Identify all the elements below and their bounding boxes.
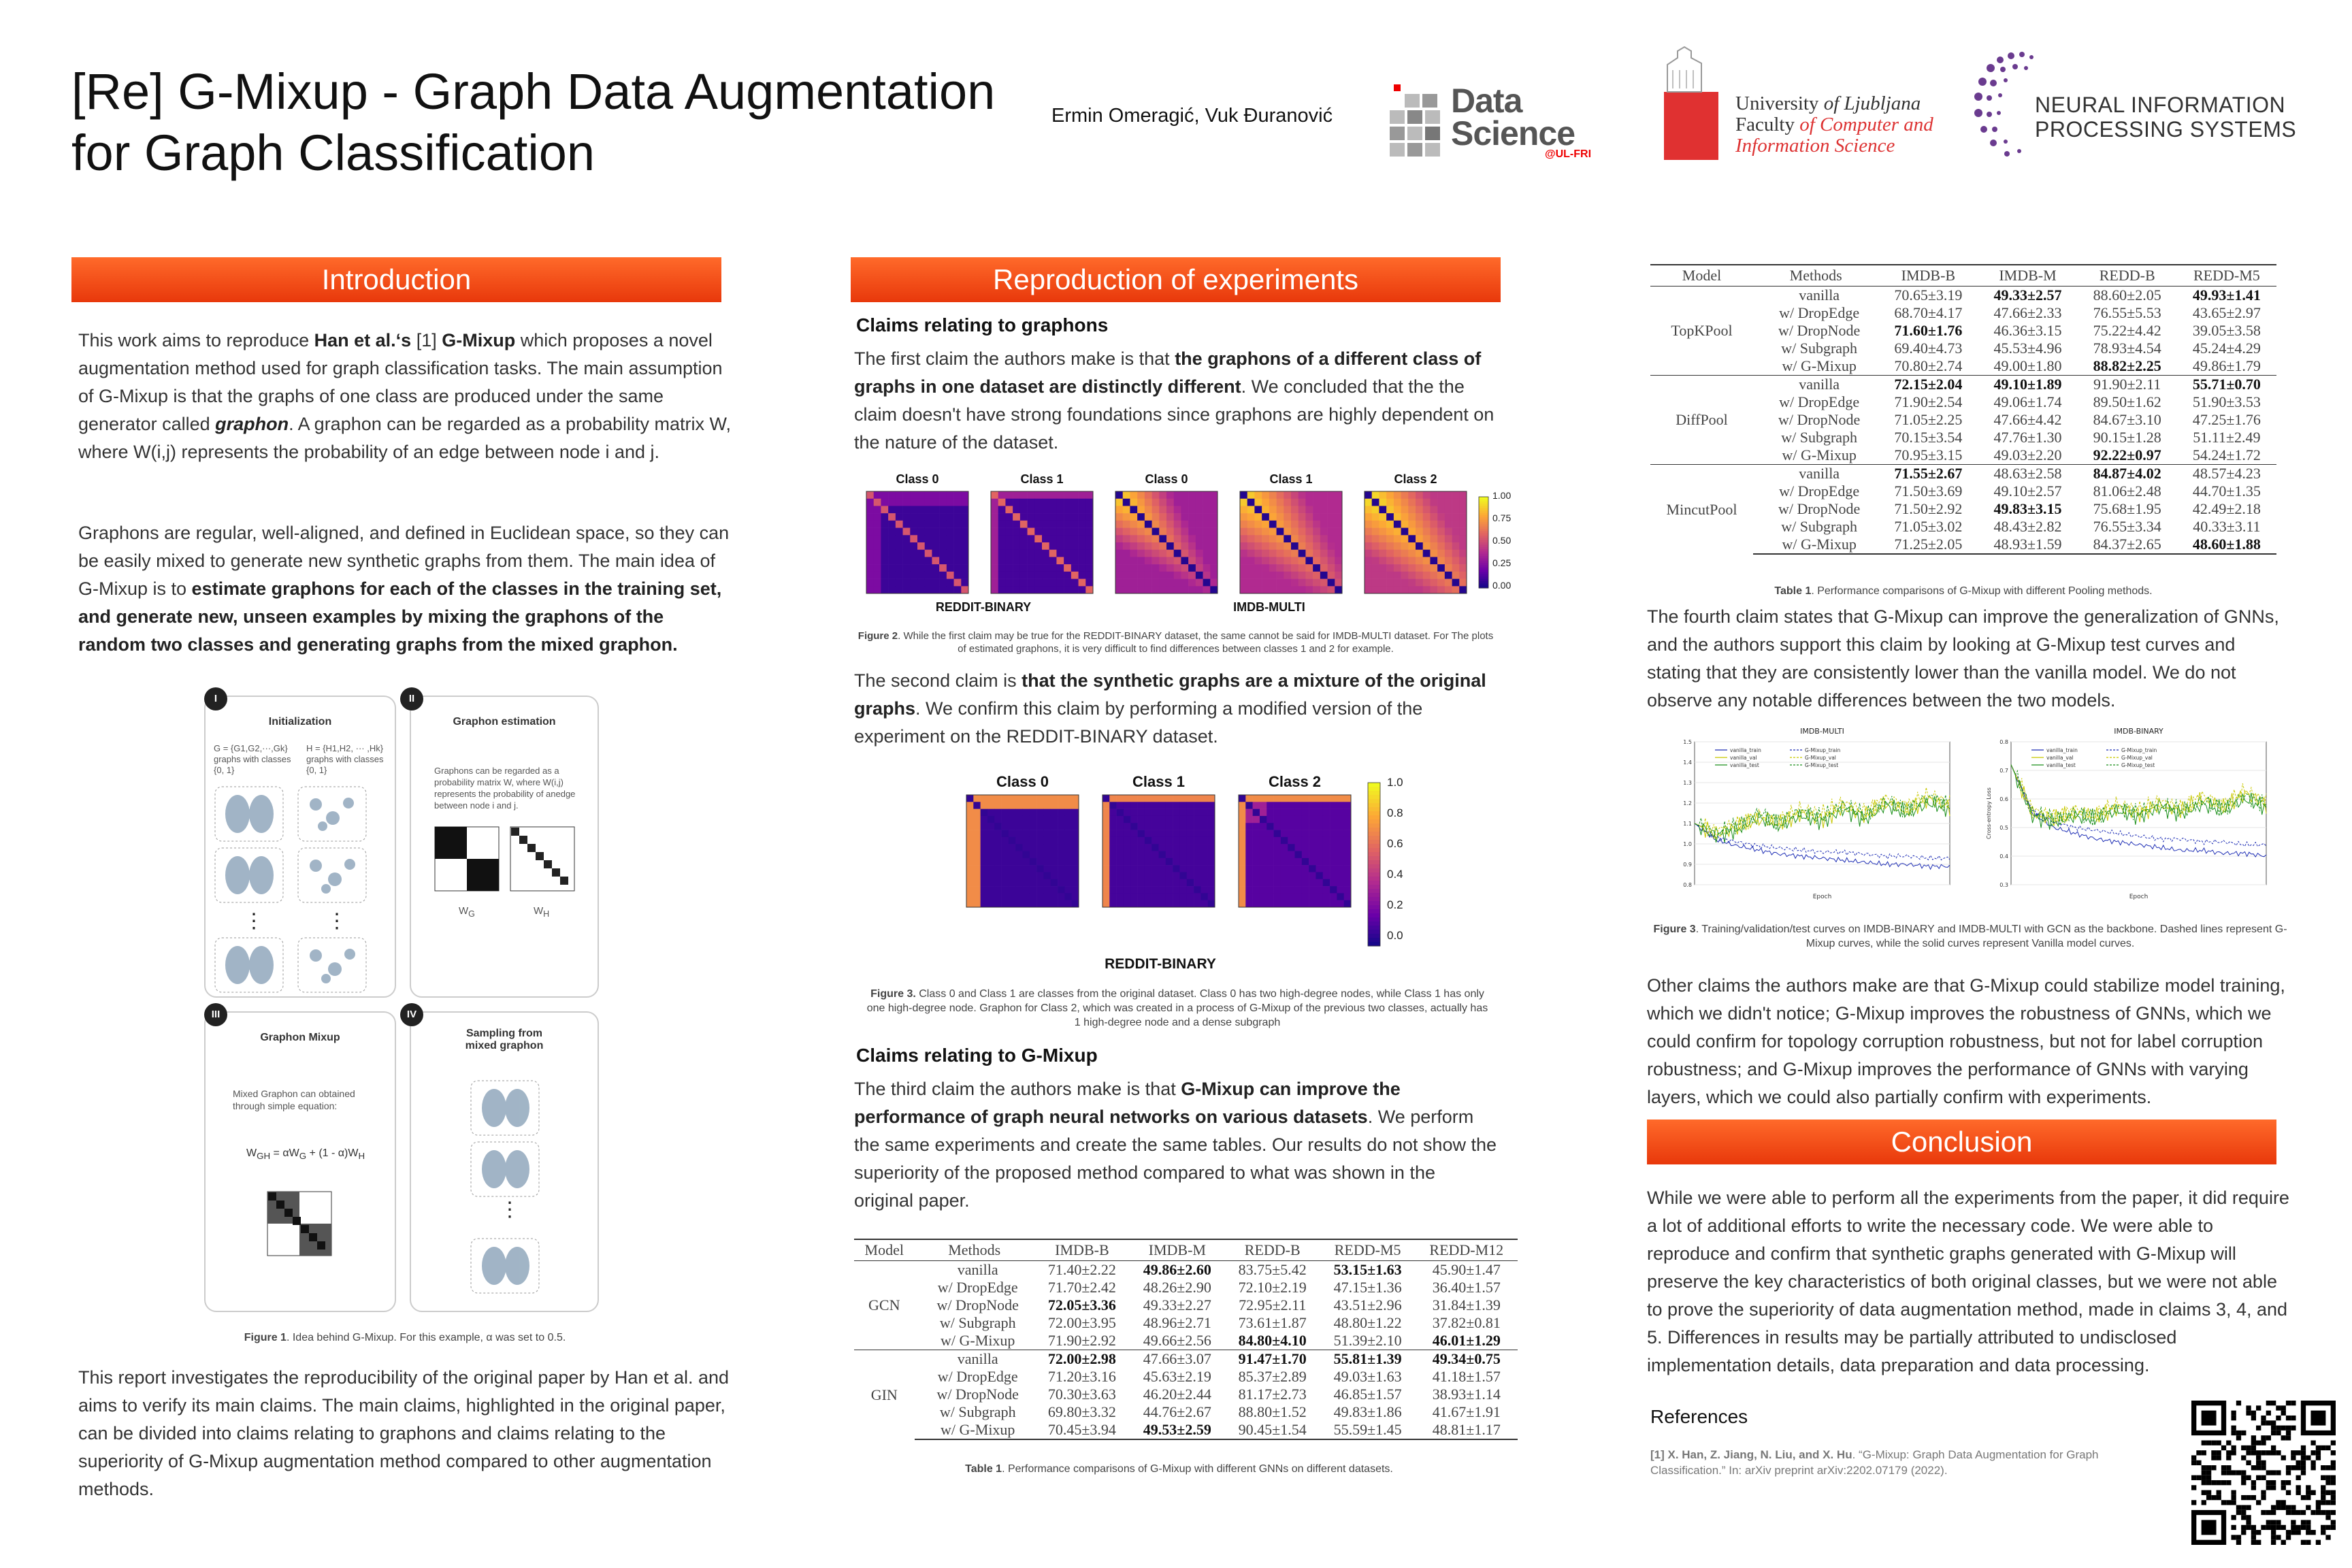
value-cell: 48.43±2.82: [1993, 518, 2062, 535]
neurips-dots-icon: [1970, 48, 2045, 160]
value-cell: 71.50±3.69: [1894, 483, 1963, 500]
fig3-heatmap-1: [966, 795, 1079, 907]
method-cell: vanilla: [1753, 376, 1878, 394]
value-cell: 70.80±2.74: [1894, 357, 1963, 374]
value-cell: 72.15±2.04: [1878, 376, 1978, 394]
value-cell: 49.53±2.59: [1130, 1421, 1225, 1439]
y-tick-label: 0.8: [1683, 882, 1692, 888]
table-row: [854, 1332, 1518, 1350]
model-cell: DiffPool: [1650, 376, 1753, 465]
value-cell: 48.57±4.23: [2177, 465, 2276, 483]
figure-3-loss-curves: [1647, 721, 2293, 919]
value-cell: 36.40±1.57: [1432, 1279, 1501, 1296]
y-tick-label: 1.5: [1683, 739, 1692, 745]
legend-entry: G-Mixup_test: [2121, 762, 2155, 768]
legend-entry: G-Mixup_val: [1805, 755, 1836, 761]
fig3-heatmap-3: [1239, 795, 1351, 907]
fig3-tick: 1.0: [1387, 776, 1403, 789]
value-cell: 37.82±0.81: [1432, 1314, 1501, 1331]
value-cell: 38.93±1.14: [1432, 1386, 1501, 1403]
value-cell: 71.90±2.92: [1047, 1332, 1116, 1349]
y-tick-label: 0.7: [1999, 768, 2008, 774]
method-cell: w/ G-Mixup: [1753, 536, 1878, 554]
value-cell: 70.45±3.94: [1034, 1421, 1130, 1439]
method-cell: vanilla: [1753, 465, 1878, 483]
y-tick-label: 1.3: [1683, 780, 1692, 786]
value-cell: 49.03±2.20: [1993, 446, 2062, 463]
legend-entry: vanilla_test: [1730, 762, 1759, 768]
method-cell: vanilla: [915, 1350, 1034, 1369]
column-header: Model: [854, 1239, 915, 1261]
value-cell: 92.22±0.97: [2093, 446, 2161, 463]
value-cell: 49.34±0.75: [1416, 1350, 1518, 1369]
badge-1: I: [204, 687, 227, 710]
value-cell: 49.10±2.57: [1993, 483, 2062, 500]
method-cell: w/ G-Mixup: [1782, 357, 1857, 374]
fig2-title-2: Class 1: [1020, 472, 1064, 486]
legend-entry: G-Mixup_test: [1805, 762, 1839, 768]
method-cell: w/ Subgraph: [1781, 518, 1858, 535]
y-tick-label: 1.4: [1683, 760, 1692, 766]
value-cell: 91.47±1.70: [1225, 1350, 1320, 1369]
method-cell: w/ G-Mixup: [941, 1332, 1015, 1349]
column-header: IMDB-M: [1130, 1239, 1225, 1261]
sampled-graphs-icon: [468, 1078, 543, 1303]
fig2-tick: 1.00: [1492, 490, 1512, 501]
value-cell: 45.24±4.29: [2192, 340, 2261, 357]
value-cell: 45.90±1.47: [1432, 1261, 1501, 1278]
fig2-heatmap-2: [991, 491, 1093, 593]
method-cell: w/ DropNode: [1778, 500, 1861, 517]
value-cell: 51.90±3.53: [2192, 393, 2261, 410]
value-cell: 71.60±1.76: [1894, 322, 1963, 339]
value-cell: 73.61±1.87: [1238, 1314, 1307, 1331]
claim-2-paragraph: The second claim is that the synthetic graphs are a mixture of the original graphs. We confirm this claim by performing a modified version of the experiment on the REDDIT-BINARY dataset.: [854, 670, 1486, 747]
other-claims-paragraph: Other claims the authors make are that G-Mixup could stabilize model training, which we didn't notice; G-Mixup improves the robustness of GNNs, which we could confirm for topology corruption robustness, but not for label corruption robustness; and G-Mixup improves the performance of GNNs with varying layers, which we could also partially confirm with experiments.: [1647, 975, 2285, 1107]
value-cell: 46.85±1.57: [1333, 1386, 1402, 1403]
value-cell: 49.86±1.79: [2192, 357, 2261, 374]
value-cell: 83.75±5.42: [1238, 1261, 1307, 1278]
value-cell: 44.76±2.67: [1143, 1403, 1211, 1420]
figure-3-heatmaps: [953, 769, 1429, 987]
legend-entry: vanilla_train: [2046, 747, 2078, 753]
fig3-tick: 0.0: [1387, 929, 1403, 942]
value-cell: 41.67±1.91: [1432, 1403, 1501, 1420]
loss-chart-2: [1986, 727, 2266, 900]
table-row: [1650, 465, 2276, 483]
intro-paragraph-2: Graphons are regular, well-aligned, and defined in Euclidean space, so they can be easily mixed to generate new synthetic graphs from them. The main idea of G-Mixup is to estimate graphons for each of the classes in the training set, and generate new, unseen examples by mixing the graphons of the random two classes and generating graphs from the mixed graphon.: [78, 523, 730, 655]
claim-3-paragraph: The third claim the authors make is that G-Mixup can improve the performance of graph neural networks on various datasets. We perform the same experiments and create the same tables. Our results do not show the superiority of the proposed method compared to what was shown in the original paper.: [854, 1079, 1497, 1211]
value-cell: 69.40±4.73: [1894, 340, 1963, 357]
badge-3: III: [204, 1003, 227, 1026]
value-cell: 54.24±1.72: [2192, 446, 2261, 463]
table-row: [854, 1279, 1518, 1296]
references-heading: References: [1650, 1406, 1748, 1427]
table-row: [854, 1403, 1518, 1421]
fig2-tick: 0.00: [1492, 580, 1512, 591]
neurips-text: NEURAL INFORMATION PROCESSING SYSTEMS: [2035, 93, 2297, 142]
card-initialization: Initialization G = {G1,G2,···,Gk} graphs with classes {0, 1} H = {H1,H2, ··· ,Hk} graphs with classes {0, 1} ⋮ ⋮: [204, 696, 396, 998]
value-cell: 71.25±2.05: [1878, 536, 1978, 554]
title-line-2: for Graph Classification: [71, 125, 595, 181]
value-cell: 70.30±3.63: [1047, 1386, 1116, 1403]
value-cell: 48.80±1.22: [1333, 1314, 1402, 1331]
introduction-heading: Introduction: [71, 257, 721, 302]
value-cell: 47.25±1.76: [2192, 411, 2261, 428]
value-cell: 49.93±1.41: [2192, 287, 2261, 304]
authors: Ermin Omeragić, Vuk Đuranović: [1051, 105, 1333, 127]
method-cell: w/ Subgraph: [1781, 340, 1858, 357]
value-cell: 45.53±4.96: [1993, 340, 2062, 357]
value-cell: 71.90±2.54: [1894, 393, 1963, 410]
value-cell: 46.01±1.29: [1432, 1332, 1501, 1349]
loss-chart-1: [1683, 727, 1950, 900]
fig2-heatmap-5: [1365, 491, 1467, 593]
column-header: Methods: [1753, 265, 1878, 287]
data-science-wordmark: Data Science: [1451, 82, 1575, 152]
legend-entry: G-Mixup_val: [2121, 755, 2153, 761]
value-cell: 84.67±3.10: [2093, 411, 2161, 428]
x-axis-label: Epoch: [1812, 894, 1832, 900]
value-cell: 81.17±2.73: [1238, 1386, 1307, 1403]
value-cell: 76.55±5.53: [2093, 304, 2161, 321]
y-tick-label: 0.8: [1999, 739, 2008, 745]
value-cell: 70.15±3.54: [1894, 429, 1963, 446]
value-cell: 76.55±3.34: [2093, 518, 2161, 535]
graph-samples: ⋮ ⋮: [214, 784, 389, 995]
value-cell: 81.06±2.48: [2093, 483, 2161, 500]
value-cell: 72.05±3.36: [1047, 1296, 1116, 1313]
column-header: REDD-M5: [1320, 1239, 1416, 1261]
y-axis-label: Cross-entropy Loss: [1986, 787, 1992, 839]
value-cell: 71.50±2.92: [1894, 500, 1963, 517]
model-cell: GCN: [868, 1296, 900, 1313]
figure-2: [854, 470, 1512, 619]
poster-title: [71, 61, 1058, 184]
fig3-colorbar: [1368, 783, 1380, 947]
column-header: Methods: [915, 1239, 1034, 1261]
value-cell: 31.84±1.39: [1432, 1296, 1501, 1313]
figure-3-curves-caption: Figure 3. Training/validation/test curves on IMDB-BINARY and IMDB-MULTI with GCN as the backbone. Dashed lines represent G-Mixup curves, while the solid curves represent Vanilla model curves.: [1653, 924, 2287, 949]
value-cell: 71.70±2.42: [1047, 1279, 1116, 1296]
value-cell: 43.65±2.97: [2192, 304, 2261, 321]
value-cell: 49.83±3.15: [1993, 500, 2062, 517]
claim-1-paragraph: The first claim the authors make is that the graphons of a different class of graphs in one dataset are distinctly different. We concluded that the the claim doesn't have strong foundations since graphons are highly dependent on the nature of the dataset.: [854, 348, 1494, 453]
y-tick-label: 0.9: [1683, 862, 1692, 868]
column-header: REDD-M12: [1416, 1239, 1518, 1261]
y-tick-label: 0.6: [1999, 796, 2008, 802]
value-cell: 48.63±2.58: [1978, 465, 2077, 483]
value-cell: 68.70±4.17: [1894, 304, 1963, 321]
claims-gmixup-subheading: Claims relating to G-Mixup: [856, 1045, 1098, 1066]
fig2-heatmap-4: [1240, 491, 1342, 593]
fig3-heatmap-2: [1102, 795, 1215, 907]
y-tick-label: 0.3: [1999, 882, 2008, 888]
value-cell: 47.66±2.33: [1993, 304, 2062, 321]
column-header: REDD-M5: [2177, 265, 2276, 287]
value-cell: 44.70±1.35: [2192, 483, 2261, 500]
neurips-logo: [1970, 48, 2324, 160]
card-sampling: Sampling from mixed graphon ⋮: [410, 1011, 599, 1312]
chart-title: IMDB-MULTI: [1800, 727, 1844, 736]
value-cell: 91.90±2.11: [2078, 376, 2177, 394]
value-cell: 88.80±1.52: [1238, 1403, 1307, 1420]
column-header: REDD-B: [1225, 1239, 1320, 1261]
value-cell: 45.63±2.19: [1143, 1368, 1211, 1385]
fig3-tick: 0.2: [1387, 898, 1403, 911]
model-cell: GIN: [854, 1350, 915, 1440]
qr-code[interactable]: [2191, 1401, 2336, 1545]
figure-2-heatmaps: [854, 470, 1504, 619]
table-row: [1650, 376, 2276, 394]
method-cell: w/ G-Mixup: [915, 1421, 1034, 1439]
column-header: IMDB-M: [1978, 265, 2077, 287]
value-cell: 51.39±2.10: [1333, 1332, 1402, 1349]
table-pool: [1650, 264, 2276, 555]
method-cell: w/ DropEdge: [1779, 393, 1860, 410]
value-cell: 75.68±1.95: [2093, 500, 2161, 517]
column-header: REDD-B: [2078, 265, 2177, 287]
legend-entry: G-Mixup_train: [2121, 747, 2157, 753]
fig2-title-1: Class 0: [896, 472, 939, 486]
fig2-title-4: Class 1: [1269, 472, 1313, 486]
value-cell: 88.82±2.25: [2093, 357, 2161, 374]
value-cell: 70.95±3.15: [1894, 446, 1963, 463]
method-cell: w/ DropNode: [1778, 322, 1861, 339]
figure-3-heatmap-svg: [953, 769, 1429, 973]
method-cell: w/ DropNode: [936, 1386, 1019, 1403]
method-cell: w/ DropEdge: [1779, 483, 1860, 500]
value-cell: 55.59±1.45: [1320, 1421, 1416, 1439]
value-cell: 48.93±1.59: [1978, 536, 2077, 554]
method-cell: w/ DropEdge: [1779, 304, 1860, 321]
intro-paragraph-1: This work aims to reproduce Han et al.‘s [1] G-Mixup which proposes a novel augmentation method used for graph classification tasks. The main assumption of G-Mixup is that the graphs of one class are produced under the same generator called graphon. A graphon can be regarded as a probability matrix W, where W(i,j) represents the probability of an edge between node i and j.: [78, 330, 732, 462]
y-tick-label: 1.2: [1683, 800, 1692, 806]
mixed-graphon-icon: [267, 1191, 332, 1256]
value-cell: 88.60±2.05: [2093, 287, 2161, 304]
value-cell: 85.37±2.89: [1238, 1368, 1307, 1385]
legend-entry: vanilla_val: [2046, 755, 2074, 761]
table-row: [1650, 287, 2276, 305]
fig3-title-3: Class 2: [1268, 773, 1322, 790]
fig2-group-reddit: REDDIT-BINARY: [935, 600, 1032, 614]
value-cell: 49.66±2.56: [1143, 1332, 1211, 1349]
method-cell: w/ Subgraph: [1781, 429, 1858, 446]
fig3-title-2: Class 1: [1132, 773, 1186, 790]
y-tick-label: 1.0: [1683, 841, 1692, 847]
value-cell: 90.45±1.54: [1225, 1421, 1320, 1439]
table-row: [854, 1261, 1518, 1279]
table-row: [854, 1350, 1518, 1369]
column-header: IMDB-B: [1878, 265, 1978, 287]
qr-code-icon[interactable]: [2191, 1401, 2336, 1545]
fig3-title-1: Class 0: [996, 773, 1049, 790]
fig2-colorbar: [1479, 497, 1488, 589]
value-cell: 71.05±3.02: [1894, 518, 1963, 535]
university-building-icon: [1661, 44, 1722, 163]
value-cell: 84.80±4.10: [1238, 1332, 1307, 1349]
chart-title: IMDB-BINARY: [2114, 727, 2163, 736]
figure-1: [204, 687, 599, 1341]
university-ljubljana-logo: [1661, 44, 1960, 163]
method-cell: w/ DropEdge: [937, 1279, 1018, 1296]
method-cell: vanilla: [957, 1261, 998, 1278]
y-tick-label: 0.5: [1999, 825, 2008, 831]
value-cell: 47.76±1.30: [1993, 429, 2062, 446]
table-pool-caption: Table 1. Performance comparisons of G-Mixup with different Pooling methods.: [1774, 585, 2153, 597]
method-cell: vanilla: [1799, 287, 1840, 304]
card-graphon-estimation: Graphon estimation Graphons can be regarded as a probability matrix W, where W(i,j) represents the probability of anedge between node i and j. $W_G$ $W_H$: [410, 696, 599, 998]
method-cell: w/ DropNode: [1778, 411, 1861, 428]
value-cell: 72.95±2.11: [1239, 1296, 1307, 1313]
model-cell: MincutPool: [1650, 465, 1753, 555]
fig2-title-3: Class 0: [1145, 472, 1188, 486]
value-cell: 55.71±0.70: [2177, 376, 2276, 394]
fig2-title-5: Class 2: [1394, 472, 1437, 486]
figure-1-caption: Figure 1. Idea behind G-Mixup. For this example, α was set to 0.5.: [244, 1332, 566, 1343]
badge-4: IV: [400, 1003, 423, 1026]
reproduction-heading: Reproduction of experiments: [851, 257, 1501, 302]
value-cell: 71.05±2.25: [1894, 411, 1963, 428]
reference-1: [1] X. Han, Z. Jiang, N. Liu, and X. Hu. “G-Mixup: Graph Data Augmentation for Graph Classification.” In: arXiv preprint arXiv:2202.07179 (2022).: [1650, 1448, 2099, 1477]
figure-3-heatmap-caption: Figure 3. Class 0 and Class 1 are classes from the original dataset. Class 0 has two high-degree nodes, while Class 1 has only one high-degree node. Graphon for Class 2, which was created in a process of G-Mixup of the previous two classes, actually has 1 high-degree node and a dense subgraph: [866, 988, 1488, 1028]
value-cell: 49.83±1.86: [1333, 1403, 1402, 1420]
figure-2-caption: Figure 2. While the first claim may be true for the REDDIT-BINARY dataset, the same cannot be said for IMDB-MULTI dataset. For The plots of estimated graphons, it is very difficult to find differences between classes 1 and 2 for example.: [858, 630, 1494, 655]
value-cell: 71.40±2.22: [1047, 1261, 1116, 1278]
value-cell: 75.22±4.42: [2093, 322, 2161, 339]
fig3-tick: 0.4: [1387, 868, 1403, 881]
value-cell: 48.26±2.90: [1143, 1279, 1211, 1296]
value-cell: 48.96±2.71: [1143, 1314, 1211, 1331]
table-row: [854, 1386, 1518, 1403]
table-row: [854, 1296, 1518, 1314]
value-cell: 41.18±1.57: [1432, 1368, 1501, 1385]
value-cell: 46.36±3.15: [1993, 322, 2062, 339]
fig2-tick: 0.25: [1492, 557, 1512, 568]
wg-label: $W_G$: [459, 905, 475, 919]
claim-4-paragraph: The fourth claim states that G-Mixup can improve the generalization of GNNs, and the authors support this claim by looking at G-Mixup test curves and stating that they are consistently lower than the vanilla model. We do not observe any notable differences between the two models.: [1647, 606, 2279, 710]
table-row: [854, 1368, 1518, 1386]
table-gnn: [854, 1239, 1518, 1440]
conclusion-heading: Conclusion: [1647, 1120, 2276, 1164]
value-cell: 53.15±1.63: [1333, 1261, 1402, 1278]
x-axis-label: Epoch: [2129, 894, 2149, 900]
value-cell: 55.81±1.39: [1320, 1350, 1416, 1369]
value-cell: 39.05±3.58: [2192, 322, 2261, 339]
value-cell: 84.37±2.65: [2078, 536, 2177, 554]
table-row: [854, 1314, 1518, 1332]
method-cell: w/ Subgraph: [939, 1403, 1016, 1420]
value-cell: 72.00±3.95: [1047, 1314, 1116, 1331]
value-cell: 42.49±2.18: [2192, 500, 2261, 517]
legend-entry: vanilla_val: [1730, 755, 1757, 761]
data-science-logo: [1388, 80, 1620, 162]
legend-entry: vanilla_test: [2046, 762, 2076, 768]
claims-graphons-subheading: Claims relating to graphons: [856, 314, 1109, 336]
title-line-1: [Re] G-Mixup - Graph Data Augmentation: [71, 63, 996, 120]
y-tick-label: 1.1: [1683, 821, 1692, 827]
fig3-group-reddit: REDDIT-BINARY: [1105, 956, 1216, 972]
value-cell: 71.20±3.16: [1047, 1368, 1116, 1385]
model-cell: TopKPool: [1671, 322, 1733, 339]
value-cell: 48.60±1.88: [2177, 536, 2276, 554]
graph-clusters-icon: [214, 784, 389, 995]
column-header: IMDB-B: [1034, 1239, 1130, 1261]
value-cell: 72.00±2.98: [1034, 1350, 1130, 1369]
fig3-tick: 0.6: [1387, 837, 1403, 850]
value-cell: 71.55±2.67: [1878, 465, 1978, 483]
intro-paragraph-3: This report investigates the reproducibility of the original paper by Han et al. and aims to verify its main claims. The main claims, highlighted in the original paper, can be divided into claims relating to graphons and claims relating to the superiority of G-Mixup augmentation method compared to other augmentation methods.: [78, 1367, 730, 1499]
value-cell: 78.93±4.54: [2093, 340, 2161, 357]
value-cell: 49.10±1.89: [1978, 376, 2077, 394]
data-science-sublabel: @UL-FRI: [1545, 148, 1592, 160]
method-cell: w/ DropEdge: [937, 1368, 1018, 1385]
fig3-tick: 0.8: [1387, 806, 1403, 819]
loss-curves-svg: [1647, 721, 2293, 919]
method-cell: w/ DropNode: [936, 1296, 1019, 1313]
value-cell: 47.66±3.07: [1130, 1350, 1225, 1369]
value-cell: 46.20±2.44: [1143, 1386, 1211, 1403]
fig2-tick: 0.75: [1492, 512, 1512, 523]
fig2-tick: 0.50: [1492, 535, 1512, 546]
legend-entry: vanilla_train: [1730, 747, 1761, 753]
value-cell: 72.10±2.19: [1238, 1279, 1307, 1296]
fig2-heatmap-1: [866, 491, 968, 593]
value-cell: 89.50±1.62: [2093, 393, 2161, 410]
value-cell: 84.87±4.02: [2078, 465, 2177, 483]
value-cell: 51.11±2.49: [2193, 429, 2261, 446]
conclusion-paragraph: While we were able to perform all the experiments from the paper, it did require a lot of additional efforts to write the necessary code. We were able to reproduce and confirm that synthetic graphs generated with G-Mixup will preserve the key characteristics of both original classes, but we were not able to prove the superiority of data augmentation method, made in claims 3, 4, and 5. Differences in results may be partially attributed to undisclosed implementation details, data preparation and data processing.: [1647, 1188, 2289, 1375]
badge-2: II: [400, 687, 423, 710]
method-cell: w/ Subgraph: [939, 1314, 1016, 1331]
pooling-results-table: [1650, 264, 2276, 555]
table-gnn-caption: Table 1. Performance comparisons of G-Mixup with different GNNs on different datasets.: [965, 1463, 1393, 1475]
fig2-group-imdb: IMDB-MULTI: [1233, 600, 1305, 614]
value-cell: 49.00±1.80: [1993, 357, 2062, 374]
value-cell: 90.15±1.28: [2093, 429, 2161, 446]
value-cell: 47.66±4.42: [1993, 411, 2062, 428]
value-cell: 49.03±1.63: [1333, 1368, 1402, 1385]
gnn-results-table: [854, 1239, 1518, 1440]
value-cell: 49.06±1.74: [1993, 393, 2062, 410]
value-cell: 69.80±3.32: [1047, 1403, 1116, 1420]
value-cell: 43.51±2.96: [1333, 1296, 1402, 1313]
wh-label: $W_H$: [534, 905, 550, 919]
value-cell: 48.81±1.17: [1416, 1421, 1518, 1439]
method-cell: w/ G-Mixup: [1782, 446, 1857, 463]
value-cell: 49.86±2.60: [1143, 1261, 1211, 1278]
mixup-equation: $W_{GH} = \alpha W_G + (1 - \alpha)W_H$: [246, 1147, 365, 1162]
fig2-heatmap-3: [1115, 491, 1218, 593]
university-text: University of Ljubljana Faculty of Computer and Information Science: [1735, 93, 1933, 157]
column-header: Model: [1650, 265, 1753, 287]
value-cell: 70.65±3.19: [1894, 287, 1963, 304]
card-graphon-mixup: Graphon Mixup Mixed Graphon can obtained through simple equation: $W_{GH} = \alpha W_G + (1 - \alpha)W_H$: [204, 1011, 396, 1312]
graphon-matrices-icon: [434, 826, 577, 894]
value-cell: 40.33±3.11: [2193, 518, 2261, 535]
value-cell: 49.33±2.57: [1993, 287, 2062, 304]
value-cell: 47.15±1.36: [1333, 1279, 1402, 1296]
table-row: [854, 1421, 1518, 1439]
value-cell: 49.33±2.27: [1143, 1296, 1211, 1313]
y-tick-label: 0.4: [1999, 853, 2008, 860]
legend-entry: G-Mixup_train: [1805, 747, 1841, 753]
